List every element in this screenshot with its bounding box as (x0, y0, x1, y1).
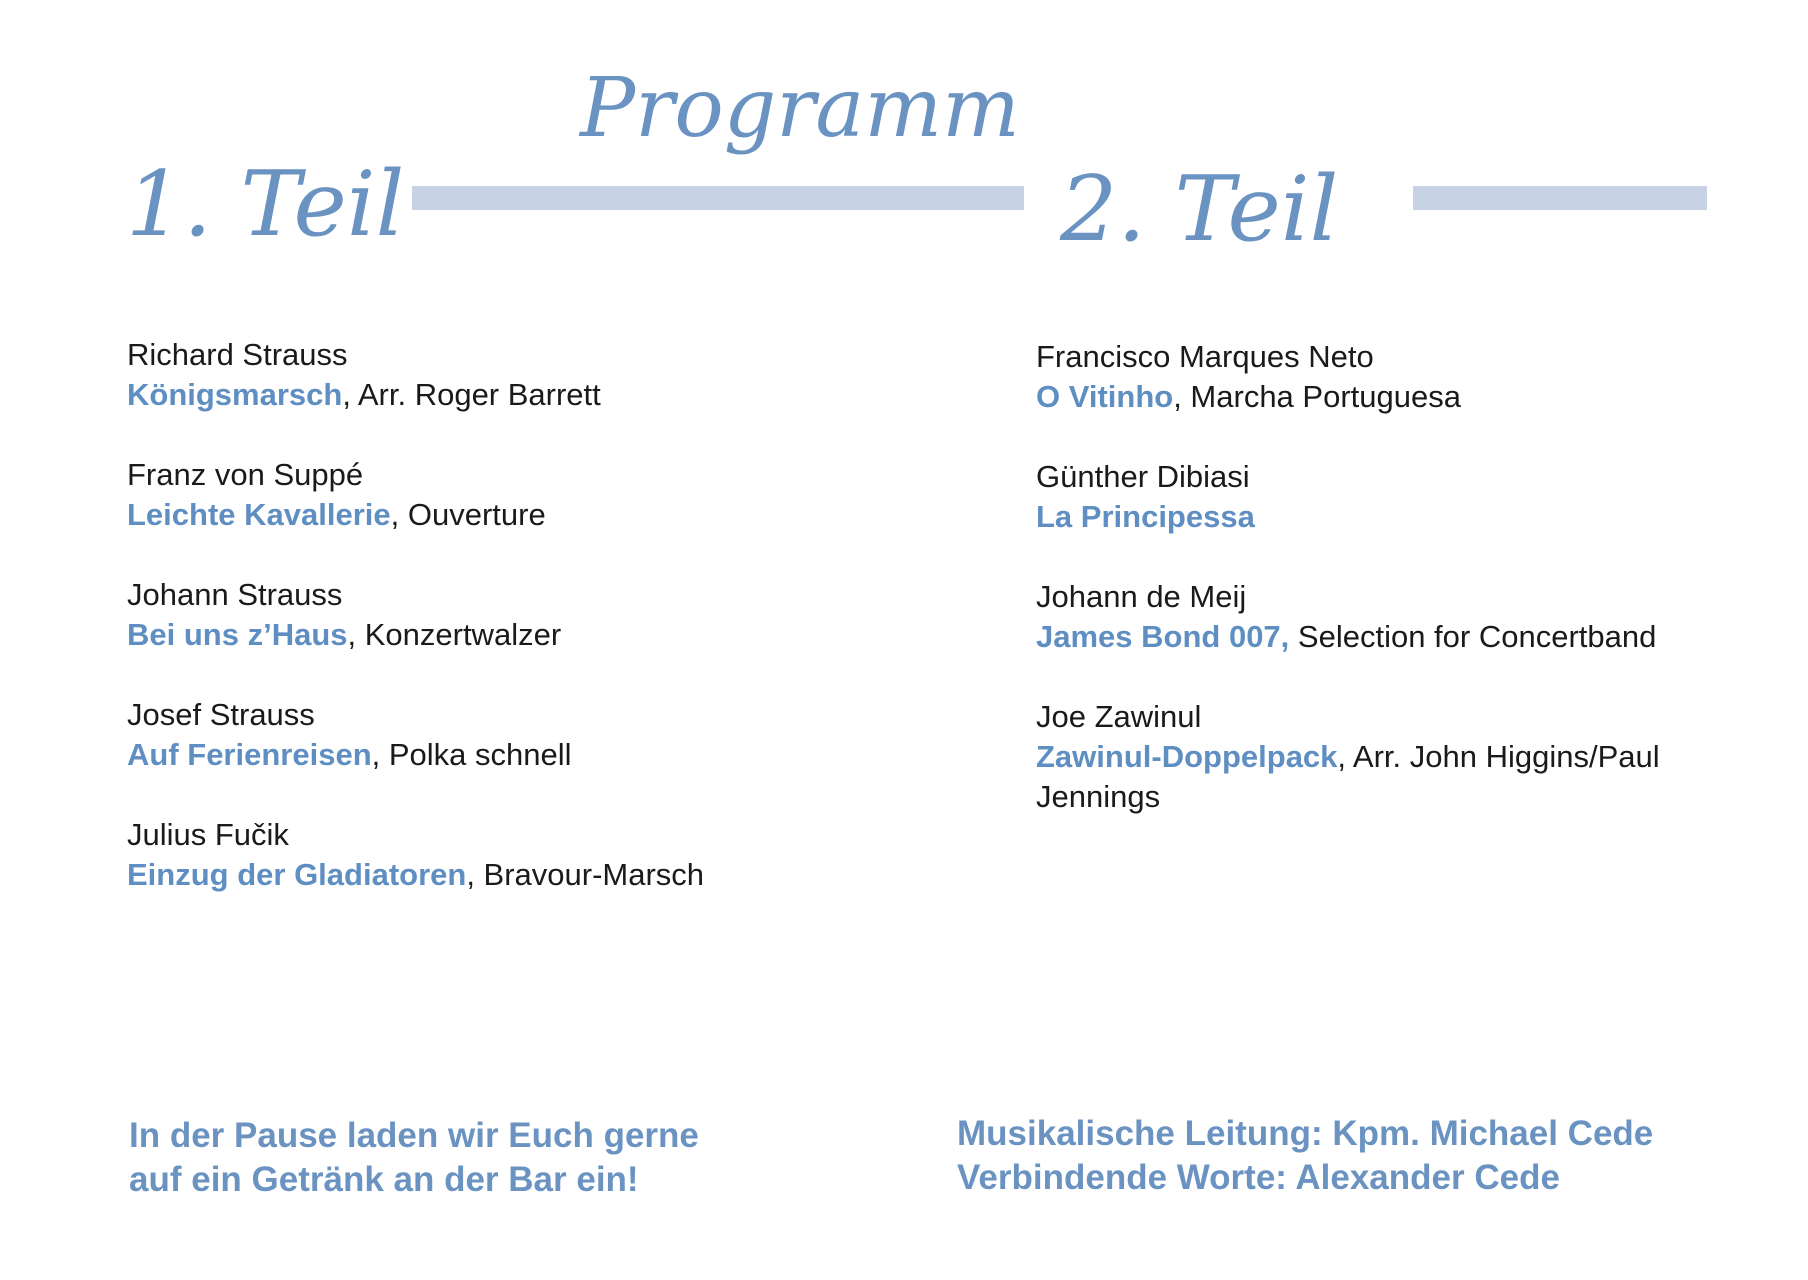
program-entry (1036, 697, 1756, 817)
program-entry (127, 575, 887, 655)
piece-line (1036, 737, 1756, 817)
intermission-note (129, 1114, 829, 1202)
composer-name: Franz von Suppé (127, 457, 364, 492)
program-entry (127, 335, 887, 415)
piece-title: Bei uns z’Haus (127, 617, 348, 652)
composer-name: Julius Fučik (127, 817, 289, 852)
credits-line: Musikalische Leitung: Kpm. Michael Cede (957, 1114, 1654, 1153)
credits (957, 1112, 1757, 1200)
piece-detail: , Marcha Portuguesa (1173, 379, 1461, 414)
piece-title: Zawinul-Doppelpack (1036, 739, 1338, 774)
program-heading: Programm (580, 61, 1020, 156)
piece-line (127, 495, 887, 535)
composer-name: Joe Zawinul (1036, 699, 1202, 734)
intermission-note-line: In der Pause laden wir Euch gerne (129, 1116, 699, 1155)
piece-title: Leichte Kavallerie (127, 497, 391, 532)
piece-line (1036, 497, 1756, 537)
piece-title: Einzug der Gladiatoren (127, 857, 467, 892)
piece-line (127, 855, 887, 895)
piece-line (1036, 617, 1756, 657)
program-entry (1036, 457, 1756, 537)
piece-line (127, 375, 887, 415)
piece-title: O Vitinho (1036, 379, 1174, 414)
program-entry (1036, 577, 1756, 657)
piece-title: La Principessa (1036, 499, 1255, 534)
piece-line (1036, 377, 1756, 417)
composer-name: Günther Dibiasi (1036, 459, 1250, 494)
piece-title: James Bond 007, (1036, 619, 1290, 654)
piece-detail: Selection for Concertband (1289, 619, 1657, 654)
piece-title: Königsmarsch (127, 377, 343, 412)
composer-name: Johann Strauss (127, 577, 343, 612)
credits-line: Verbindende Worte: Alexander Cede (957, 1158, 1560, 1197)
piece-line (127, 615, 887, 655)
composer-name: Francisco Marques Neto (1036, 339, 1374, 374)
part-2-list (1036, 337, 1756, 857)
piece-detail: , Ouverture (390, 497, 546, 532)
piece-detail: , Arr. John Higgins/Paul Jennings (1036, 739, 1660, 814)
heading-rule-left (412, 186, 1024, 210)
piece-detail: , Konzertwalzer (347, 617, 562, 652)
piece-title: Auf Ferienreisen (127, 737, 372, 772)
composer-name: Richard Strauss (127, 337, 348, 372)
piece-detail: , Arr. Roger Barrett (342, 377, 601, 412)
piece-line (127, 735, 887, 775)
piece-detail: , Bravour-Marsch (466, 857, 705, 892)
piece-detail: , Polka schnell (371, 737, 572, 772)
intermission-note-line: auf ein Getränk an der Bar ein! (129, 1160, 639, 1199)
part-1-list (127, 335, 887, 935)
program-entry (1036, 337, 1756, 417)
program-entry (127, 815, 887, 895)
composer-name: Josef Strauss (127, 697, 315, 732)
program-entry (127, 695, 887, 775)
program-entry (127, 455, 887, 535)
part-2-heading: 2. Teil (1060, 157, 1339, 262)
part-1-heading: 1. Teil (126, 152, 405, 257)
heading-rule-right (1413, 186, 1707, 210)
composer-name: Johann de Meij (1036, 579, 1247, 614)
